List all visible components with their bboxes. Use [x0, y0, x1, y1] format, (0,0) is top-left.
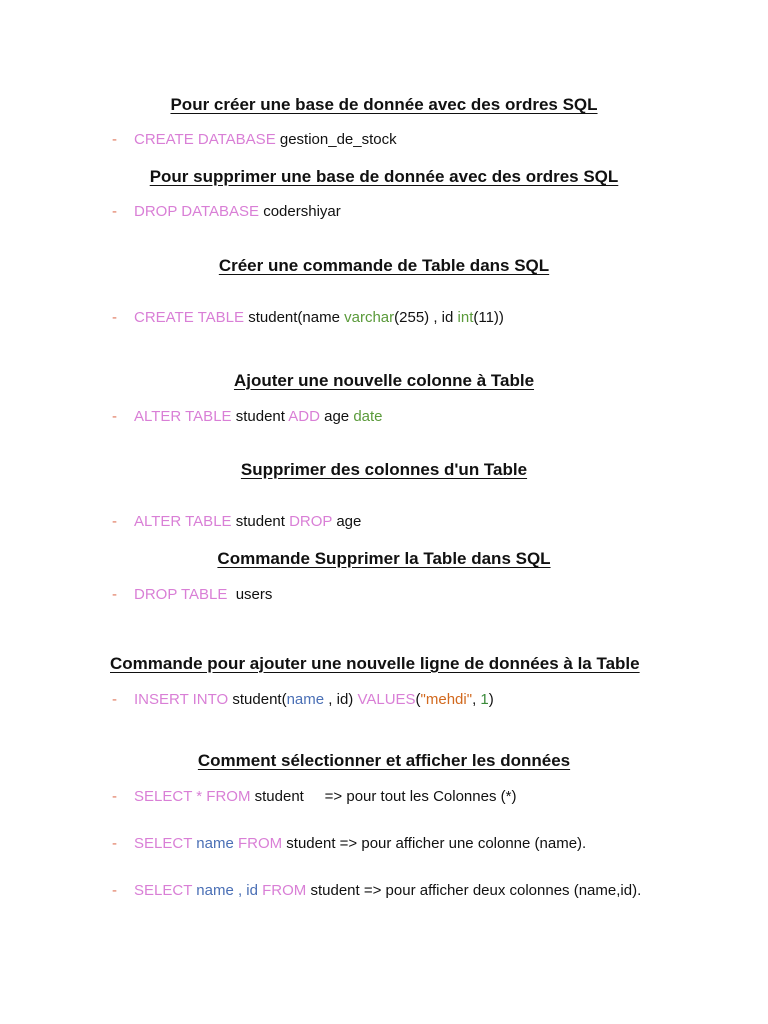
- sql-text: student(: [228, 691, 287, 708]
- sql-text: , id): [324, 691, 358, 708]
- bullet-dash: -: [112, 131, 117, 148]
- heading-drop-database: Pour supprimer une base de donnée avec des ordres SQL: [149, 167, 619, 186]
- code-line-create-table: [112, 308, 504, 328]
- sql-text: age: [319, 408, 354, 425]
- code-line-drop-table: [112, 585, 272, 605]
- bullet-dash: -: [112, 309, 117, 326]
- sql-text: gestion_de_stock: [275, 131, 397, 148]
- sql-keyword: CREATE TABLE: [134, 309, 245, 326]
- heading-drop-table: Commande Supprimer la Table dans SQL: [217, 549, 551, 568]
- sql-keyword: FROM: [237, 835, 283, 852]
- code-line-add-column: [112, 407, 383, 427]
- code-line-drop-database: [112, 202, 341, 222]
- sql-number: 1: [480, 691, 489, 708]
- sql-keyword: DROP TABLE: [134, 586, 228, 603]
- sql-keyword: CREATE DATABASE: [134, 131, 276, 148]
- code-line-insert: [112, 690, 494, 710]
- bullet-dash: -: [112, 408, 117, 425]
- code-line-create-database: [112, 130, 397, 150]
- heading-add-column: Ajouter une nouvelle colonne à Table: [233, 371, 535, 390]
- heading-create-database: Pour créer une base de donnée avec des ordres SQL: [170, 95, 598, 114]
- bullet-dash: -: [112, 203, 117, 220]
- code-line-select-all: [112, 787, 516, 807]
- sql-keyword: VALUES: [357, 691, 416, 708]
- sql-type: int: [457, 309, 474, 326]
- sql-text: (11)): [473, 309, 504, 326]
- sql-keyword: FROM: [206, 788, 251, 805]
- heading-insert-row: Commande pour ajouter une nouvelle ligne de données à la Table: [110, 654, 640, 673]
- sql-keyword: DROP DATABASE: [134, 203, 260, 220]
- bullet-dash: -: [112, 835, 117, 852]
- sql-text: student: [231, 408, 289, 425]
- heading-create-table: Créer une commande de Table dans SQL: [218, 256, 550, 275]
- bullet-dash: -: [112, 586, 117, 603]
- bullet-dash: -: [112, 513, 117, 530]
- sql-text: (255) , id: [394, 309, 458, 326]
- sql-identifier: name: [286, 691, 325, 708]
- sql-text: student => pour afficher une colonne (name).: [282, 835, 587, 852]
- sql-keyword: ALTER TABLE: [134, 513, 232, 530]
- bullet-dash: -: [112, 691, 117, 708]
- sql-keyword: SELECT: [134, 788, 193, 805]
- sql-identifier: name: [192, 835, 238, 852]
- sql-type: date: [353, 408, 383, 425]
- sql-keyword: ADD: [288, 408, 320, 425]
- sql-text: age: [332, 513, 362, 530]
- sql-keyword: ALTER TABLE: [134, 408, 232, 425]
- sql-type: varchar: [344, 309, 395, 326]
- sql-text: student(name: [244, 309, 345, 326]
- sql-keyword: SELECT: [134, 882, 193, 899]
- bullet-dash: -: [112, 788, 117, 805]
- sql-keyword: INSERT INTO: [134, 691, 229, 708]
- sql-text: ): [488, 691, 494, 708]
- heading-select: Comment sélectionner et afficher les données: [197, 751, 571, 770]
- heading-drop-column: Supprimer des colonnes d'un Table: [240, 460, 528, 479]
- sql-keyword: FROM: [262, 882, 307, 899]
- sql-text: student => pour tout les Colonnes (*): [250, 788, 517, 805]
- sql-text: codershiyar: [259, 203, 341, 220]
- sql-text: users: [227, 586, 273, 603]
- sql-string: "mehdi": [420, 691, 473, 708]
- sql-keyword: *: [192, 788, 207, 805]
- sql-identifier: name , id: [192, 882, 263, 899]
- sql-text: student => pour afficher deux colonnes (name,id).: [306, 882, 642, 899]
- code-line-select-name-id: [112, 881, 641, 901]
- sql-keyword: SELECT: [134, 835, 193, 852]
- sql-text: (: [415, 691, 421, 708]
- bullet-dash: -: [112, 882, 117, 899]
- code-line-select-name: [112, 834, 586, 854]
- sql-keyword: DROP: [289, 513, 333, 530]
- sql-text: student: [231, 513, 290, 530]
- sql-text: ,: [472, 691, 481, 708]
- code-line-drop-column: [112, 512, 361, 532]
